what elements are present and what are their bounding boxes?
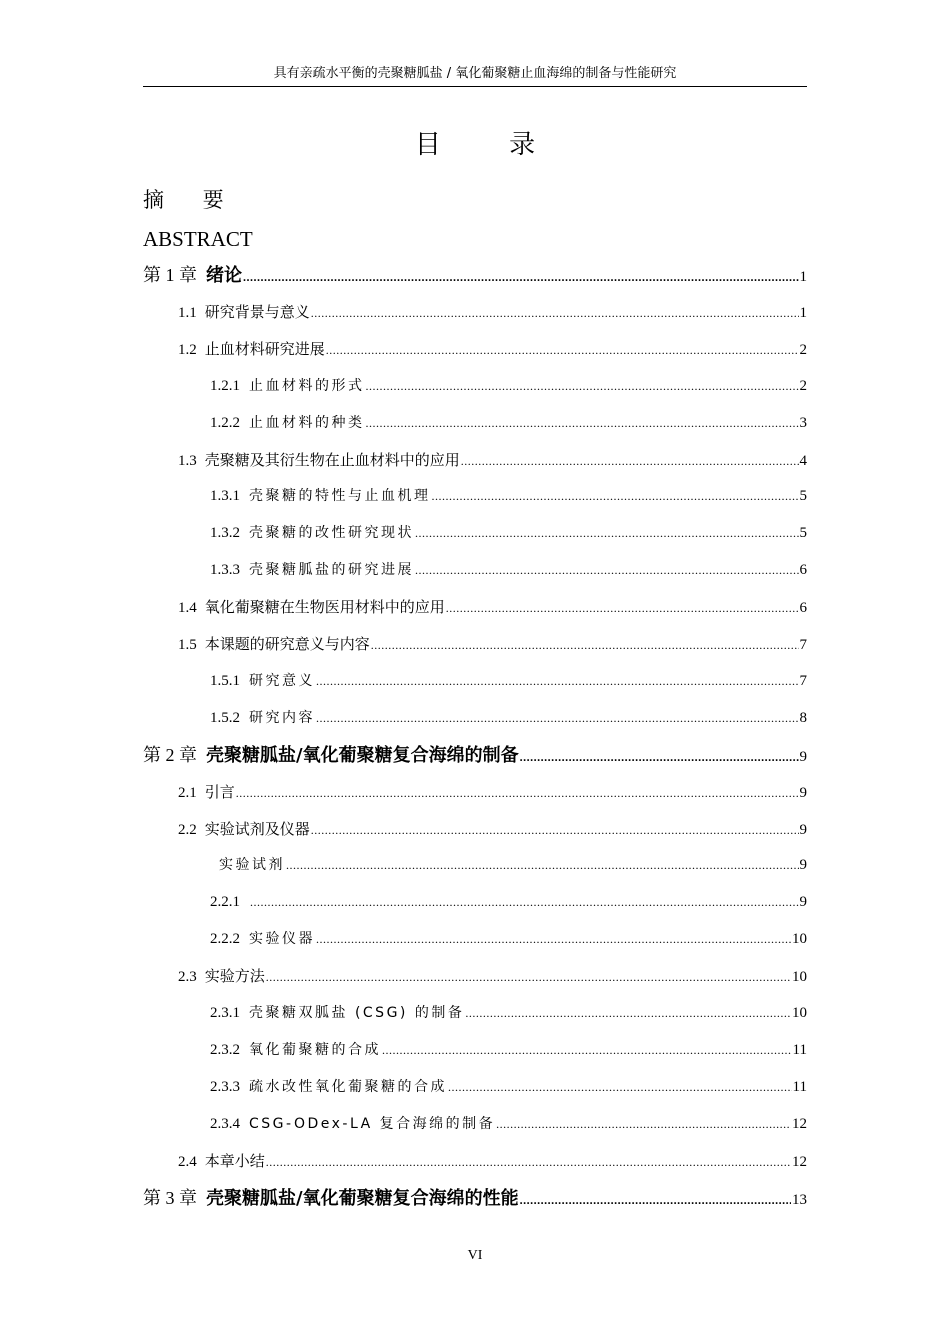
toc-entry-title: 壳聚糖的改性研究现状	[249, 525, 414, 541]
toc-entry[interactable]	[178, 816, 807, 842]
toc-entry-page: 7	[799, 673, 807, 689]
toc-entry-number: 1.3	[178, 453, 197, 469]
dot-leader	[311, 300, 799, 326]
dot-leader	[382, 1037, 792, 1063]
toc-entry-number: 第 1 章	[143, 265, 197, 285]
dot-leader	[432, 483, 799, 509]
toc-entry-page: 9	[799, 785, 807, 801]
toc-entry-title: 本课题的研究意义与内容	[204, 635, 370, 653]
toc-entry[interactable]	[210, 852, 807, 878]
toc-entry-page: 9	[799, 749, 807, 765]
toc-entry-number: 1.5.1	[210, 673, 240, 689]
dot-leader	[448, 1074, 792, 1100]
dot-leader	[446, 595, 799, 621]
toc-entry-page: 12	[792, 1154, 807, 1170]
toc-entry-number: 2.2.1	[210, 894, 240, 910]
toc-entry[interactable]	[210, 483, 807, 509]
toc-entry-page: 11	[792, 1079, 807, 1095]
toc-entry-title: 绪论	[206, 265, 242, 286]
toc-entry-abstract-en[interactable]: ABSTRACT	[143, 227, 253, 251]
toc-entry-number: 第 3 章	[143, 1188, 197, 1208]
toc-entry-number: 2.3.3	[210, 1079, 240, 1095]
dot-leader	[250, 889, 799, 915]
toc-entry[interactable]	[210, 1037, 807, 1063]
toc-entry[interactable]	[210, 1111, 807, 1137]
toc-entry-page: 4	[799, 453, 807, 469]
toc-entry-title: 引言	[204, 783, 235, 801]
running-header: 具有亲疏水平衡的壳聚糖胍盐 / 氧化葡聚糖止血海绵的制备与性能研究	[273, 66, 677, 81]
dot-leader	[311, 817, 799, 843]
toc-entry-page: 9	[799, 894, 807, 910]
toc-entry[interactable]	[143, 742, 807, 768]
toc-entry[interactable]	[210, 557, 807, 583]
toc-entry-number: 1.5.2	[210, 710, 240, 726]
toc-entry-title: 止血材料的形式	[249, 378, 365, 394]
toc-entry-number: 2.2.2	[210, 931, 240, 947]
toc-entry[interactable]	[210, 520, 807, 546]
toc-entry-page: 10	[792, 969, 807, 985]
toc-entry-page: 5	[799, 525, 807, 541]
toc-entry-page: 8	[799, 710, 807, 726]
toc-entry-title: 实验方法	[204, 967, 265, 985]
toc-entry[interactable]	[210, 1074, 807, 1100]
toc-entry[interactable]	[178, 1148, 807, 1174]
toc-entry-number: 1.2	[178, 342, 197, 358]
dot-leader	[236, 780, 799, 806]
dot-leader	[266, 964, 791, 990]
toc-entry[interactable]	[210, 926, 807, 952]
dot-leader	[520, 744, 799, 770]
dot-leader	[371, 632, 799, 658]
toc-entry[interactable]	[143, 262, 807, 288]
toc-entry-number: 2.3.1	[210, 1005, 240, 1021]
toc-entry-page: 6	[799, 562, 807, 578]
toc-entry-number: 2.4	[178, 1154, 197, 1170]
dot-leader	[465, 1000, 791, 1026]
toc-entry-number: 2.3.4	[210, 1116, 240, 1132]
toc-entry-page: 2	[799, 378, 807, 394]
toc-entry-title: 实验试剂及仪器	[204, 820, 310, 838]
toc-entry-title: 研究意义	[249, 673, 315, 689]
toc-entry-title: CSG-ODex-LA 复合海绵的制备	[249, 1116, 496, 1132]
toc-entry-title: 疏水改性氧化葡聚糖的合成	[249, 1079, 447, 1095]
toc-entry[interactable]	[178, 336, 807, 362]
toc-entry[interactable]	[210, 373, 807, 399]
dot-leader	[286, 852, 799, 878]
toc-entry-number: 1.4	[178, 600, 197, 616]
toc-entry-number: 1.2.2	[210, 415, 240, 431]
dot-leader	[243, 264, 799, 290]
toc-entry-title: 壳聚糖的特性与止血机理	[249, 488, 431, 504]
toc-entry-title: 壳聚糖胍盐/氧化葡聚糖复合海绵的制备	[206, 745, 519, 766]
toc-entry-number: 第 2 章	[143, 745, 197, 765]
toc-entry-page: 1	[799, 269, 807, 285]
toc-entry[interactable]	[178, 779, 807, 805]
dot-leader	[520, 1187, 791, 1213]
toc-entry-page: 7	[799, 637, 807, 653]
toc-entry-number: 2.1	[178, 785, 197, 801]
toc-entry[interactable]	[178, 631, 807, 657]
toc-entry-page: 12	[792, 1116, 807, 1132]
toc-entry[interactable]	[143, 1185, 807, 1211]
toc-entry-page: 9	[799, 857, 807, 873]
toc-entry-number: 1.2.1	[210, 378, 240, 394]
toc-entry-title: 氧化葡聚糖在生物医用材料中的应用	[204, 598, 445, 616]
toc-entry-number: 2.3	[178, 969, 197, 985]
toc-entry[interactable]	[210, 668, 807, 694]
toc-entry-abstract-zh[interactable]: 摘 要	[143, 188, 240, 212]
toc-entry-number: 1.3.3	[210, 562, 240, 578]
toc-entry-title: 壳聚糖胍盐的研究进展	[249, 562, 414, 578]
toc-entry-number: 2.2	[178, 822, 197, 838]
toc-entry-page: 6	[799, 600, 807, 616]
toc-entry-title: 实验试剂	[219, 857, 285, 873]
header-rule	[143, 86, 807, 87]
toc-entry[interactable]	[178, 447, 807, 473]
toc-entry[interactable]	[178, 594, 807, 620]
dot-leader	[366, 410, 799, 436]
dot-leader	[316, 668, 799, 694]
toc-entry-page: 9	[799, 822, 807, 838]
toc-entry[interactable]	[210, 410, 807, 436]
toc-entry-page: 1	[799, 305, 807, 321]
toc-entry-page: 2	[799, 342, 807, 358]
toc-entry-page: 10	[792, 931, 807, 947]
toc-entry-title: 壳聚糖及其衍生物在止血材料中的应用	[204, 451, 460, 469]
toc-entry-number: 1.3.2	[210, 525, 240, 541]
toc-entry-title: 研究背景与意义	[204, 303, 310, 321]
toc-entry-title: 壳聚糖双胍盐 (CSG) 的制备	[249, 1005, 465, 1021]
toc-entry-page: 11	[792, 1042, 807, 1058]
toc-entry-title: 壳聚糖胍盐/氧化葡聚糖复合海绵的性能	[206, 1188, 519, 1209]
toc-entry[interactable]	[210, 889, 807, 915]
toc-entry-title: 本章小结	[204, 1152, 265, 1170]
toc-entry-number: 1.5	[178, 637, 197, 653]
dot-leader	[366, 373, 799, 399]
toc-entry-title: 实验仪器	[249, 931, 315, 947]
toc-entry-page: 5	[799, 488, 807, 504]
toc-entry-page: 3	[799, 415, 807, 431]
toc-entry-page: 10	[792, 1005, 807, 1021]
toc-entry[interactable]	[178, 963, 807, 989]
toc-entry-title: 止血材料研究进展	[204, 340, 325, 358]
dot-leader	[266, 1149, 791, 1175]
toc-entry-number: 1.1	[178, 305, 197, 321]
toc-entry-number: 1.3.1	[210, 488, 240, 504]
dot-leader	[415, 520, 799, 546]
dot-leader	[316, 705, 799, 731]
page-number: VI	[467, 1248, 483, 1263]
dot-leader	[461, 448, 799, 474]
dot-leader	[415, 557, 799, 583]
toc-entry-number: 2.3.2	[210, 1042, 240, 1058]
toc-entry-title: 研究内容	[249, 710, 315, 726]
toc-entry[interactable]	[178, 299, 807, 325]
toc-entry[interactable]	[210, 1000, 807, 1026]
toc-entry-title: 止血材料的种类	[249, 415, 365, 431]
toc-entry-page: 13	[792, 1192, 807, 1208]
dot-leader	[496, 1111, 791, 1137]
toc-entry-title: 氧化葡聚糖的合成	[249, 1042, 381, 1058]
toc-entry[interactable]	[210, 705, 807, 731]
toc-title: 目 录	[414, 130, 566, 160]
dot-leader	[326, 337, 799, 363]
dot-leader	[316, 926, 791, 952]
